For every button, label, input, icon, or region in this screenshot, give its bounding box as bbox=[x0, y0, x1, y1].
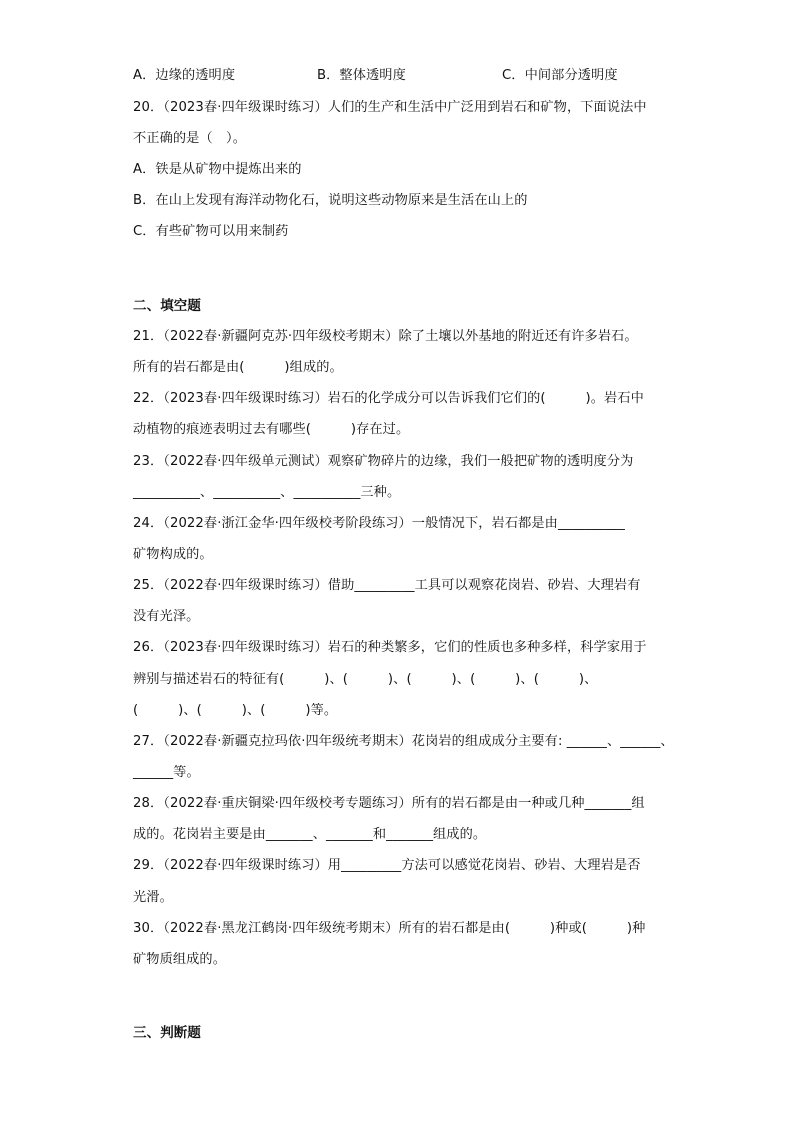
q20-option-a: A．铁是从矿物中提炼出来的 bbox=[133, 162, 302, 177]
q23-line2: __________、__________、__________三种。 bbox=[133, 485, 401, 500]
q27-line2: ______等。 bbox=[133, 765, 200, 780]
q21-line2: 所有的岩石都是由( )组成的。 bbox=[133, 360, 343, 375]
q26-line2: 辨别与描述岩石的特征有( )、( )、( )、( )、( )、 bbox=[133, 672, 598, 687]
q20-stem-line1: 20．（2023春·四年级课时练习）人们的生产和生活中广泛用到岩石和矿物，下面说法中 bbox=[133, 100, 647, 115]
q25-line2: 没有光泽。 bbox=[133, 609, 200, 624]
q19-option-b: B．整体透明度 bbox=[317, 68, 406, 83]
q26-line1: 26．（2023春·四年级课时练习）岩石的种类繁多，它们的性质也多种多样，科学家用于 bbox=[133, 640, 647, 655]
q24-line1: 24．（2022春·浙江金华·四年级校考阶段练习）一般情况下，岩石都是由__________ bbox=[133, 516, 625, 531]
q30-line2: 矿物质组成的。 bbox=[133, 952, 227, 967]
q29-line2: 光滑。 bbox=[133, 890, 173, 905]
q21-line1: 21．（2022春·新疆阿克苏·四年级校考期末）除了土壤以外基地的附近还有许多岩石。 bbox=[133, 329, 638, 344]
q23-line1: 23．（2022春·四年级单元测试）观察矿物碎片的边缘，我们一般把矿物的透明度分为 bbox=[133, 454, 634, 469]
q22-line1: 22．（2023春·四年级课时练习）岩石的化学成分可以告诉我们它们的( )。岩石中 bbox=[133, 391, 644, 406]
q28-line1: 28．（2022春·重庆铜梁·四年级校考专题练习）所有的岩石都是由一种或几种_______组 bbox=[133, 796, 645, 811]
section-2-heading: 二、填空题 bbox=[133, 298, 201, 314]
q20-option-b: B．在山上发现有海洋动物化石，说明这些动物原来是生活在山上的 bbox=[133, 193, 528, 208]
q19-option-a: A．边缘的透明度 bbox=[133, 68, 236, 83]
q28-line2: 成的。花岗岩主要是由_______、_______和_______组成的。 bbox=[133, 827, 487, 842]
q25-line1: 25．（2022春·四年级课时练习）借助_________工具可以观察花岗岩、砂岩、大理岩有 bbox=[133, 578, 641, 593]
q30-line1: 30．（2022春·黑龙江鹤岗·四年级统考期末）所有的岩石都是由( )种或( )种 bbox=[133, 921, 646, 936]
section-3-heading: 三、判断题 bbox=[133, 1025, 201, 1041]
q24-line2: 矿物构成的。 bbox=[133, 547, 213, 562]
q20-stem-line2: 不正确的是（ ）。 bbox=[133, 131, 246, 146]
q19-option-c: C．中间部分透明度 bbox=[502, 68, 618, 83]
q26-line3: ( )、( )、( )等。 bbox=[133, 703, 338, 718]
q22-line2: 动植物的痕迹表明过去有哪些( )存在过。 bbox=[133, 422, 410, 437]
q20-option-c: C．有些矿物可以用来制药 bbox=[133, 224, 289, 239]
q29-line1: 29．（2022春·四年级课时练习）用_________方法可以感觉花岗岩、砂岩、大理岩是否 bbox=[133, 858, 641, 873]
q27-line1: 27．（2022春·新疆克拉玛依·四年级统考期末）花岗岩的组成成分主要有: ______、______、 bbox=[133, 734, 674, 749]
